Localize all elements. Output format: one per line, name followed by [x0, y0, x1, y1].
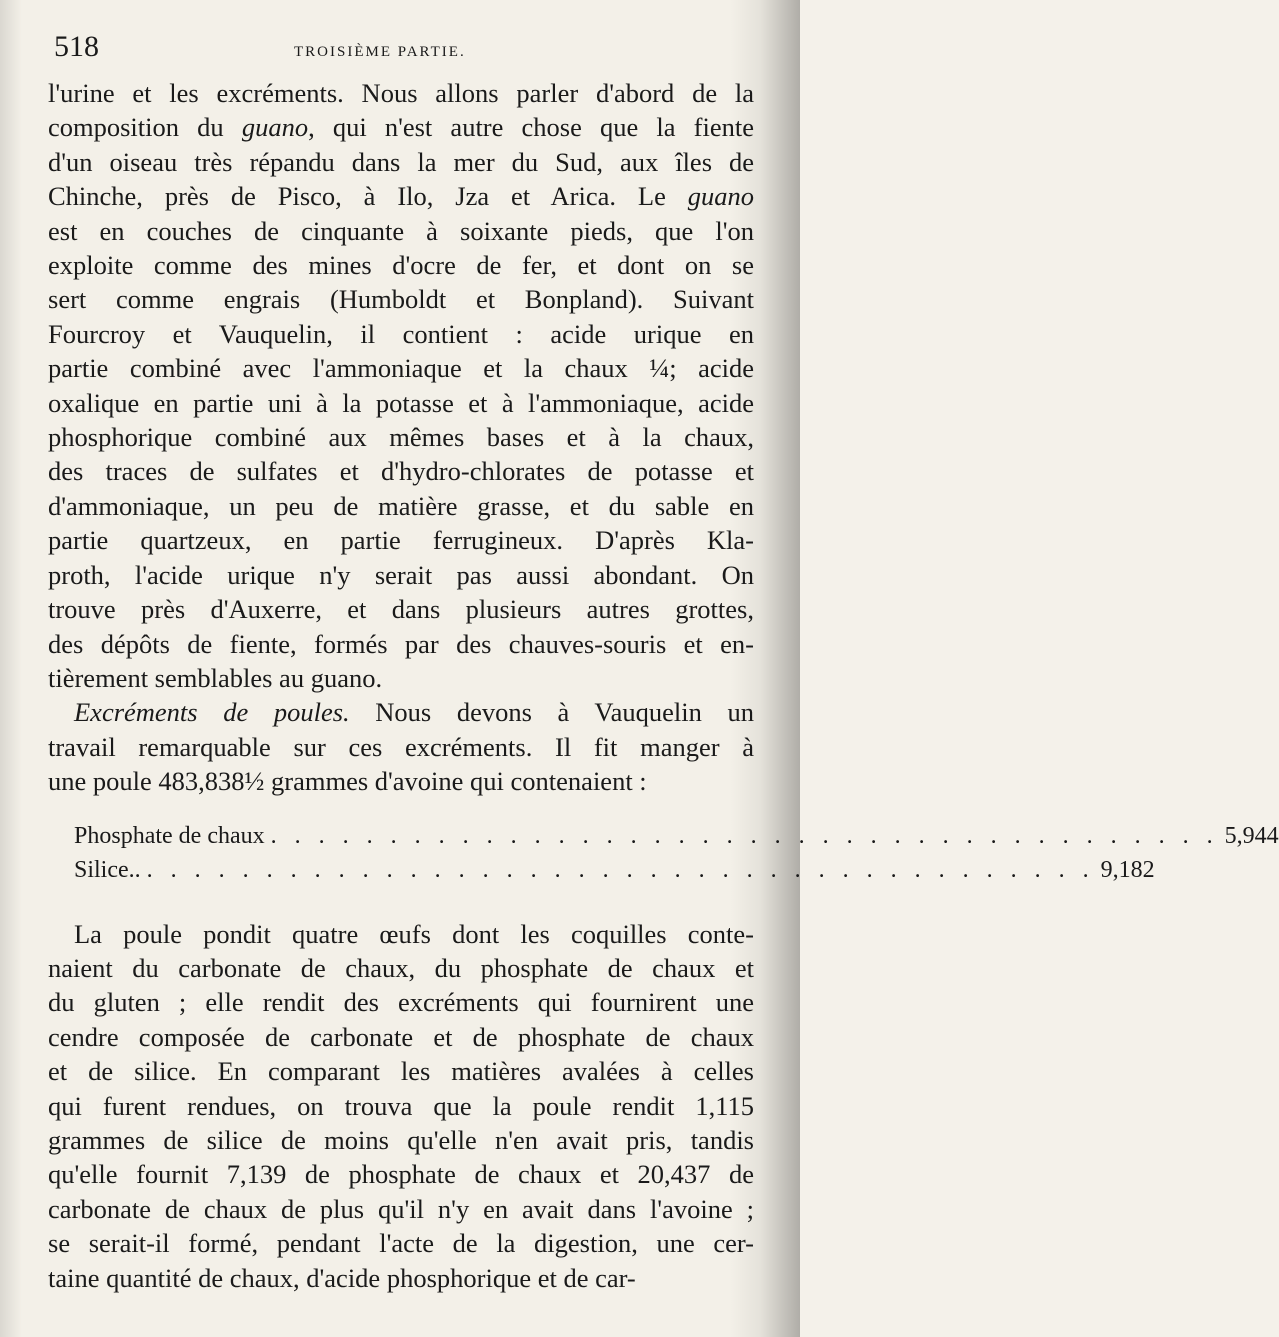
text-line: partie combiné avec l'ammoniaque et la chaux ¼; acide [48, 353, 754, 384]
row-label: Silice.. [74, 856, 141, 883]
text-line: tièrement semblables au guano. [48, 662, 383, 693]
leader-dots: . . . . . . . . . . . . . . . . . . . . . . . . . . . . . . . . . . . . . . . . [270, 822, 1219, 849]
table-row [74, 819, 1279, 853]
text-run: Nous devons à Vauquelin un [349, 697, 754, 728]
text-line: est en couches de cinquante à soixante pieds, que l'on [48, 215, 754, 246]
text-line: qu'elle fournit 7,139 de phosphate de chaux et 20,437 de [48, 1159, 754, 1190]
text-line [48, 179, 754, 213]
text-line: travail remarquable sur ces excréments. Il fit manger à [48, 731, 754, 762]
text-line: d'ammoniaque, un peu de matière grasse, et du sable en [48, 490, 754, 521]
italic-run: guano [687, 181, 754, 212]
text-line: l'urine et les excréments. Nous allons parler d'abord de la [48, 78, 754, 108]
text-line: phosphorique combiné aux mêmes bases et à la chaux, [48, 422, 754, 453]
text-line [48, 110, 754, 144]
page-header [48, 30, 754, 76]
text-line: Fourcroy et Vauquelin, il contient : acide urique en [48, 318, 754, 349]
text-run: , qui n'est autre chose que la fiente [308, 112, 754, 143]
text-line: oxalique en partie uni à la potasse et à l'ammoniaque, acide [48, 387, 754, 418]
table-row [74, 853, 1155, 887]
text-line: partie quartzeux, en partie ferrugineux. D'après Kla- [48, 525, 754, 556]
row-label: Phosphate de chaux [74, 822, 265, 849]
text-run: Chinche, près de Pisco, à Ilo, Jza et Arica. Le [48, 181, 688, 212]
text-line: exploite comme des mines d'ocre de fer, et dont on se [48, 250, 754, 281]
text-line: trouve près d'Auxerre, et dans plusieurs autres grottes, [48, 594, 754, 625]
text-line: et de silice. En comparant les matières avalées à celles [48, 1056, 754, 1087]
row-value: 5,944 [1224, 822, 1279, 849]
running-head: TROISIÈME PARTIE. [294, 44, 466, 60]
leader-dots: . . . . . . . . . . . . . . . . . . . . . . . . . . . . . . . . . . . . . . . . [146, 856, 1095, 883]
text-run: composition du [48, 112, 242, 143]
text-line: des traces de sulfates et d'hydro-chlorates de potasse et [48, 456, 754, 487]
text-line: carbonate de chaux de plus qu'il n'y en avait dans l'avoine ; [48, 1193, 754, 1224]
text-line: une poule 483,838½ grammes d'avoine qui contenaient : [48, 766, 647, 797]
italic-run: Excréments de poules. [74, 697, 350, 728]
text-line: se serait-il formé, pendant l'acte de la digestion, une cer- [48, 1228, 754, 1259]
text-line: des dépôts de fiente, formés par des chauves-souris et en- [48, 628, 754, 659]
text-line: qui furent rendues, on trouva que la poule rendit 1,115 [48, 1090, 754, 1121]
row-value: 9,182 [1100, 856, 1155, 883]
text-line: du gluten ; elle rendit des excréments qui fournirent une [48, 987, 754, 1018]
paragraph-guano [48, 76, 754, 695]
text-line: grammes de silice de moins qu'elle n'en avait pris, tandis [48, 1124, 754, 1155]
text-line [48, 695, 754, 729]
paragraph-excrements-poules [48, 695, 754, 798]
paragraph-poule-oeufs [48, 917, 754, 1295]
text-line: La poule pondit quatre œufs dont les coquilles conte- [74, 918, 754, 949]
text-line: proth, l'acide urique n'y serait pas aussi abondant. On [48, 559, 754, 590]
text-line: d'un oiseau très répandu dans la mer du Sud, aux îles de [48, 146, 754, 177]
composition-table [74, 819, 1279, 887]
italic-run: guano [241, 112, 309, 143]
page-number: 518 [54, 30, 99, 63]
text-line: cendre composée de carbonate et de phosphate de chaux [48, 1021, 754, 1052]
text-line: taine quantité de chaux, d'acide phosphorique et de car- [48, 1262, 636, 1293]
text-line: naient du carbonate de chaux, du phosphate de chaux et [48, 952, 754, 983]
text-line: sert comme engrais (Humboldt et Bonpland). Suivant [48, 284, 754, 315]
